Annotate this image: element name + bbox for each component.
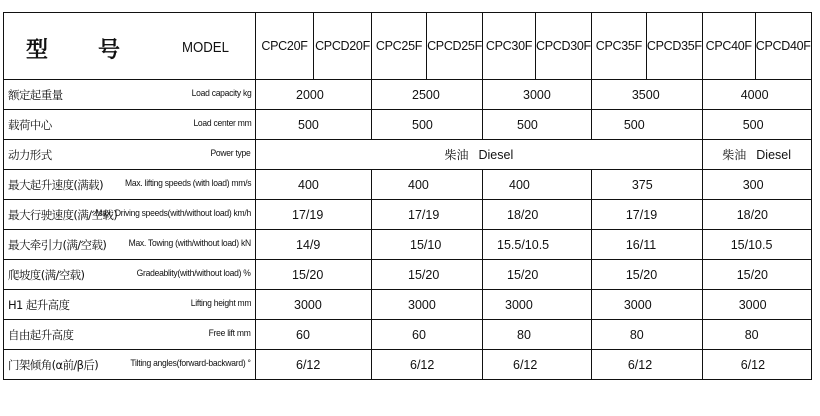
- value-cell: 500: [702, 110, 811, 140]
- value-cell: 17/19: [256, 200, 372, 230]
- row-label-cell: [4, 110, 256, 140]
- fuel-zh: 柴油: [722, 147, 747, 162]
- value-cell: 60: [372, 320, 483, 350]
- model-header: CPCD20F: [314, 13, 372, 80]
- row-label-cell: [4, 140, 256, 170]
- value-cell: 3000: [702, 290, 811, 320]
- row-label-cell: [4, 170, 256, 200]
- spec-row-towing: [4, 230, 812, 260]
- value-cell: 17/19: [591, 200, 702, 230]
- value-cell: 18/20: [483, 200, 592, 230]
- row-label-zh: 额定起重量: [8, 88, 63, 102]
- model-header: CPC40F: [702, 13, 755, 80]
- row-label-cell: [4, 350, 256, 380]
- value-cell: 60: [256, 320, 372, 350]
- row-label-cell: [4, 320, 256, 350]
- value-cell: 15/20: [702, 260, 811, 290]
- spec-row-lifting-speed: [4, 170, 812, 200]
- model-header: CPC25F: [372, 13, 427, 80]
- value-cell: 6/12: [256, 350, 372, 380]
- model-zh-char-2: 号: [98, 38, 121, 63]
- model-header: CPCD30F: [536, 13, 592, 80]
- row-label-en: Load center mm: [192, 118, 251, 129]
- model-zh-char-1: 型: [26, 38, 49, 63]
- value-cell: 2500: [372, 80, 483, 110]
- value-cell: 3000: [591, 290, 702, 320]
- spec-row-lifting-height: [4, 290, 812, 320]
- value-cell: 3000: [256, 290, 372, 320]
- spec-table: [3, 12, 812, 380]
- model-header: CPCD35F: [646, 13, 702, 80]
- value-cell: 300: [702, 170, 811, 200]
- value-cell: 2000: [256, 80, 372, 110]
- row-label-zh: 载荷中心: [8, 118, 52, 132]
- fuel-en: Diesel: [756, 147, 792, 162]
- value-cell: 80: [591, 320, 702, 350]
- value-cell: 80: [483, 320, 592, 350]
- value-cell: 6/12: [702, 350, 811, 380]
- value-cell: 3000: [483, 80, 592, 110]
- row-label-zh: 最大行驶速度(满/空载): [8, 208, 118, 222]
- row-label-en: Tilting angles(forward-backward) °: [130, 358, 251, 369]
- value-cell: 500: [483, 110, 592, 140]
- model-header: CPCD25F: [427, 13, 483, 80]
- spec-row-tilting-angles: [4, 350, 812, 380]
- fuel-cell: [702, 140, 811, 170]
- value-cell: 400: [372, 170, 483, 200]
- value-cell: 375: [591, 170, 702, 200]
- value-cell: 15/20: [483, 260, 592, 290]
- value-cell: 18/20: [702, 200, 811, 230]
- value-cell: 400: [256, 170, 372, 200]
- value-cell: 3000: [372, 290, 483, 320]
- spec-row-load-center: [4, 110, 812, 140]
- row-label-en: Power type: [210, 148, 251, 159]
- value-cell: 6/12: [483, 350, 592, 380]
- value-cell: 15/20: [256, 260, 372, 290]
- row-label-en: Max. lifting speeds (with load) mm/s: [124, 178, 251, 189]
- spec-row-power-type: [4, 140, 812, 170]
- value-cell: 500: [256, 110, 372, 140]
- row-label-en: Max. Driving speeds(with/without load) km/h: [95, 208, 251, 219]
- value-cell: 3500: [591, 80, 702, 110]
- value-cell: 4000: [702, 80, 811, 110]
- row-label-zh: 最大起升速度(满载): [8, 178, 103, 192]
- value-cell: 17/19: [372, 200, 483, 230]
- value-cell: 15/20: [591, 260, 702, 290]
- row-label-zh: 动力形式: [8, 148, 52, 162]
- row-label-cell: [4, 260, 256, 290]
- value-cell: 15/10: [372, 230, 483, 260]
- spec-row-free-lift: [4, 320, 812, 350]
- spec-row-load-capacity: [4, 80, 812, 110]
- fuel-zh: 柴油: [444, 147, 469, 162]
- model-header: CPC30F: [483, 13, 536, 80]
- value-cell: 3000: [483, 290, 592, 320]
- value-cell: 6/12: [591, 350, 702, 380]
- row-label-en: Lifting height mm: [190, 298, 251, 309]
- value-cell: 80: [702, 320, 811, 350]
- row-label-cell: [4, 200, 256, 230]
- model-header: CPC35F: [591, 13, 646, 80]
- value-cell: 15/10.5: [702, 230, 811, 260]
- fuel-en: Diesel: [478, 147, 514, 162]
- row-label-cell: [4, 80, 256, 110]
- model-title-cell: [4, 13, 256, 80]
- value-cell: 14/9: [256, 230, 372, 260]
- value-cell: 16/11: [591, 230, 702, 260]
- fuel-cell: [256, 140, 703, 170]
- row-label-cell: [4, 230, 256, 260]
- row-label-en: Gradeablity(with/without load) %: [137, 268, 251, 279]
- spec-row-driving-speed: [4, 200, 812, 230]
- model-header: CPCD40F: [755, 13, 811, 80]
- spec-row-gradeability: [4, 260, 812, 290]
- value-cell: 15.5/10.5: [483, 230, 592, 260]
- row-label-en: Max. Towing (with/without load) kN: [128, 238, 251, 249]
- value-cell: 15/20: [372, 260, 483, 290]
- value-cell: 400: [483, 170, 592, 200]
- row-label-zh: 自由起升高度: [8, 328, 74, 342]
- row-label-zh: 爬坡度(满/空载): [8, 268, 85, 282]
- row-label-en: Free lift mm: [209, 328, 251, 339]
- row-label-en: Load capacity kg: [191, 88, 251, 99]
- row-label-zh: 门架倾角(α前/β后): [8, 358, 99, 372]
- value-cell: 500: [591, 110, 702, 140]
- model-header: CPC20F: [256, 13, 314, 80]
- row-label-zh: H1 起升高度: [8, 298, 70, 312]
- row-label-cell: [4, 290, 256, 320]
- header-row: [4, 13, 812, 80]
- value-cell: 500: [372, 110, 483, 140]
- row-label-zh: 最大牵引力(满/空载): [8, 238, 107, 252]
- value-cell: 6/12: [372, 350, 483, 380]
- model-label: MODEL: [182, 39, 229, 56]
